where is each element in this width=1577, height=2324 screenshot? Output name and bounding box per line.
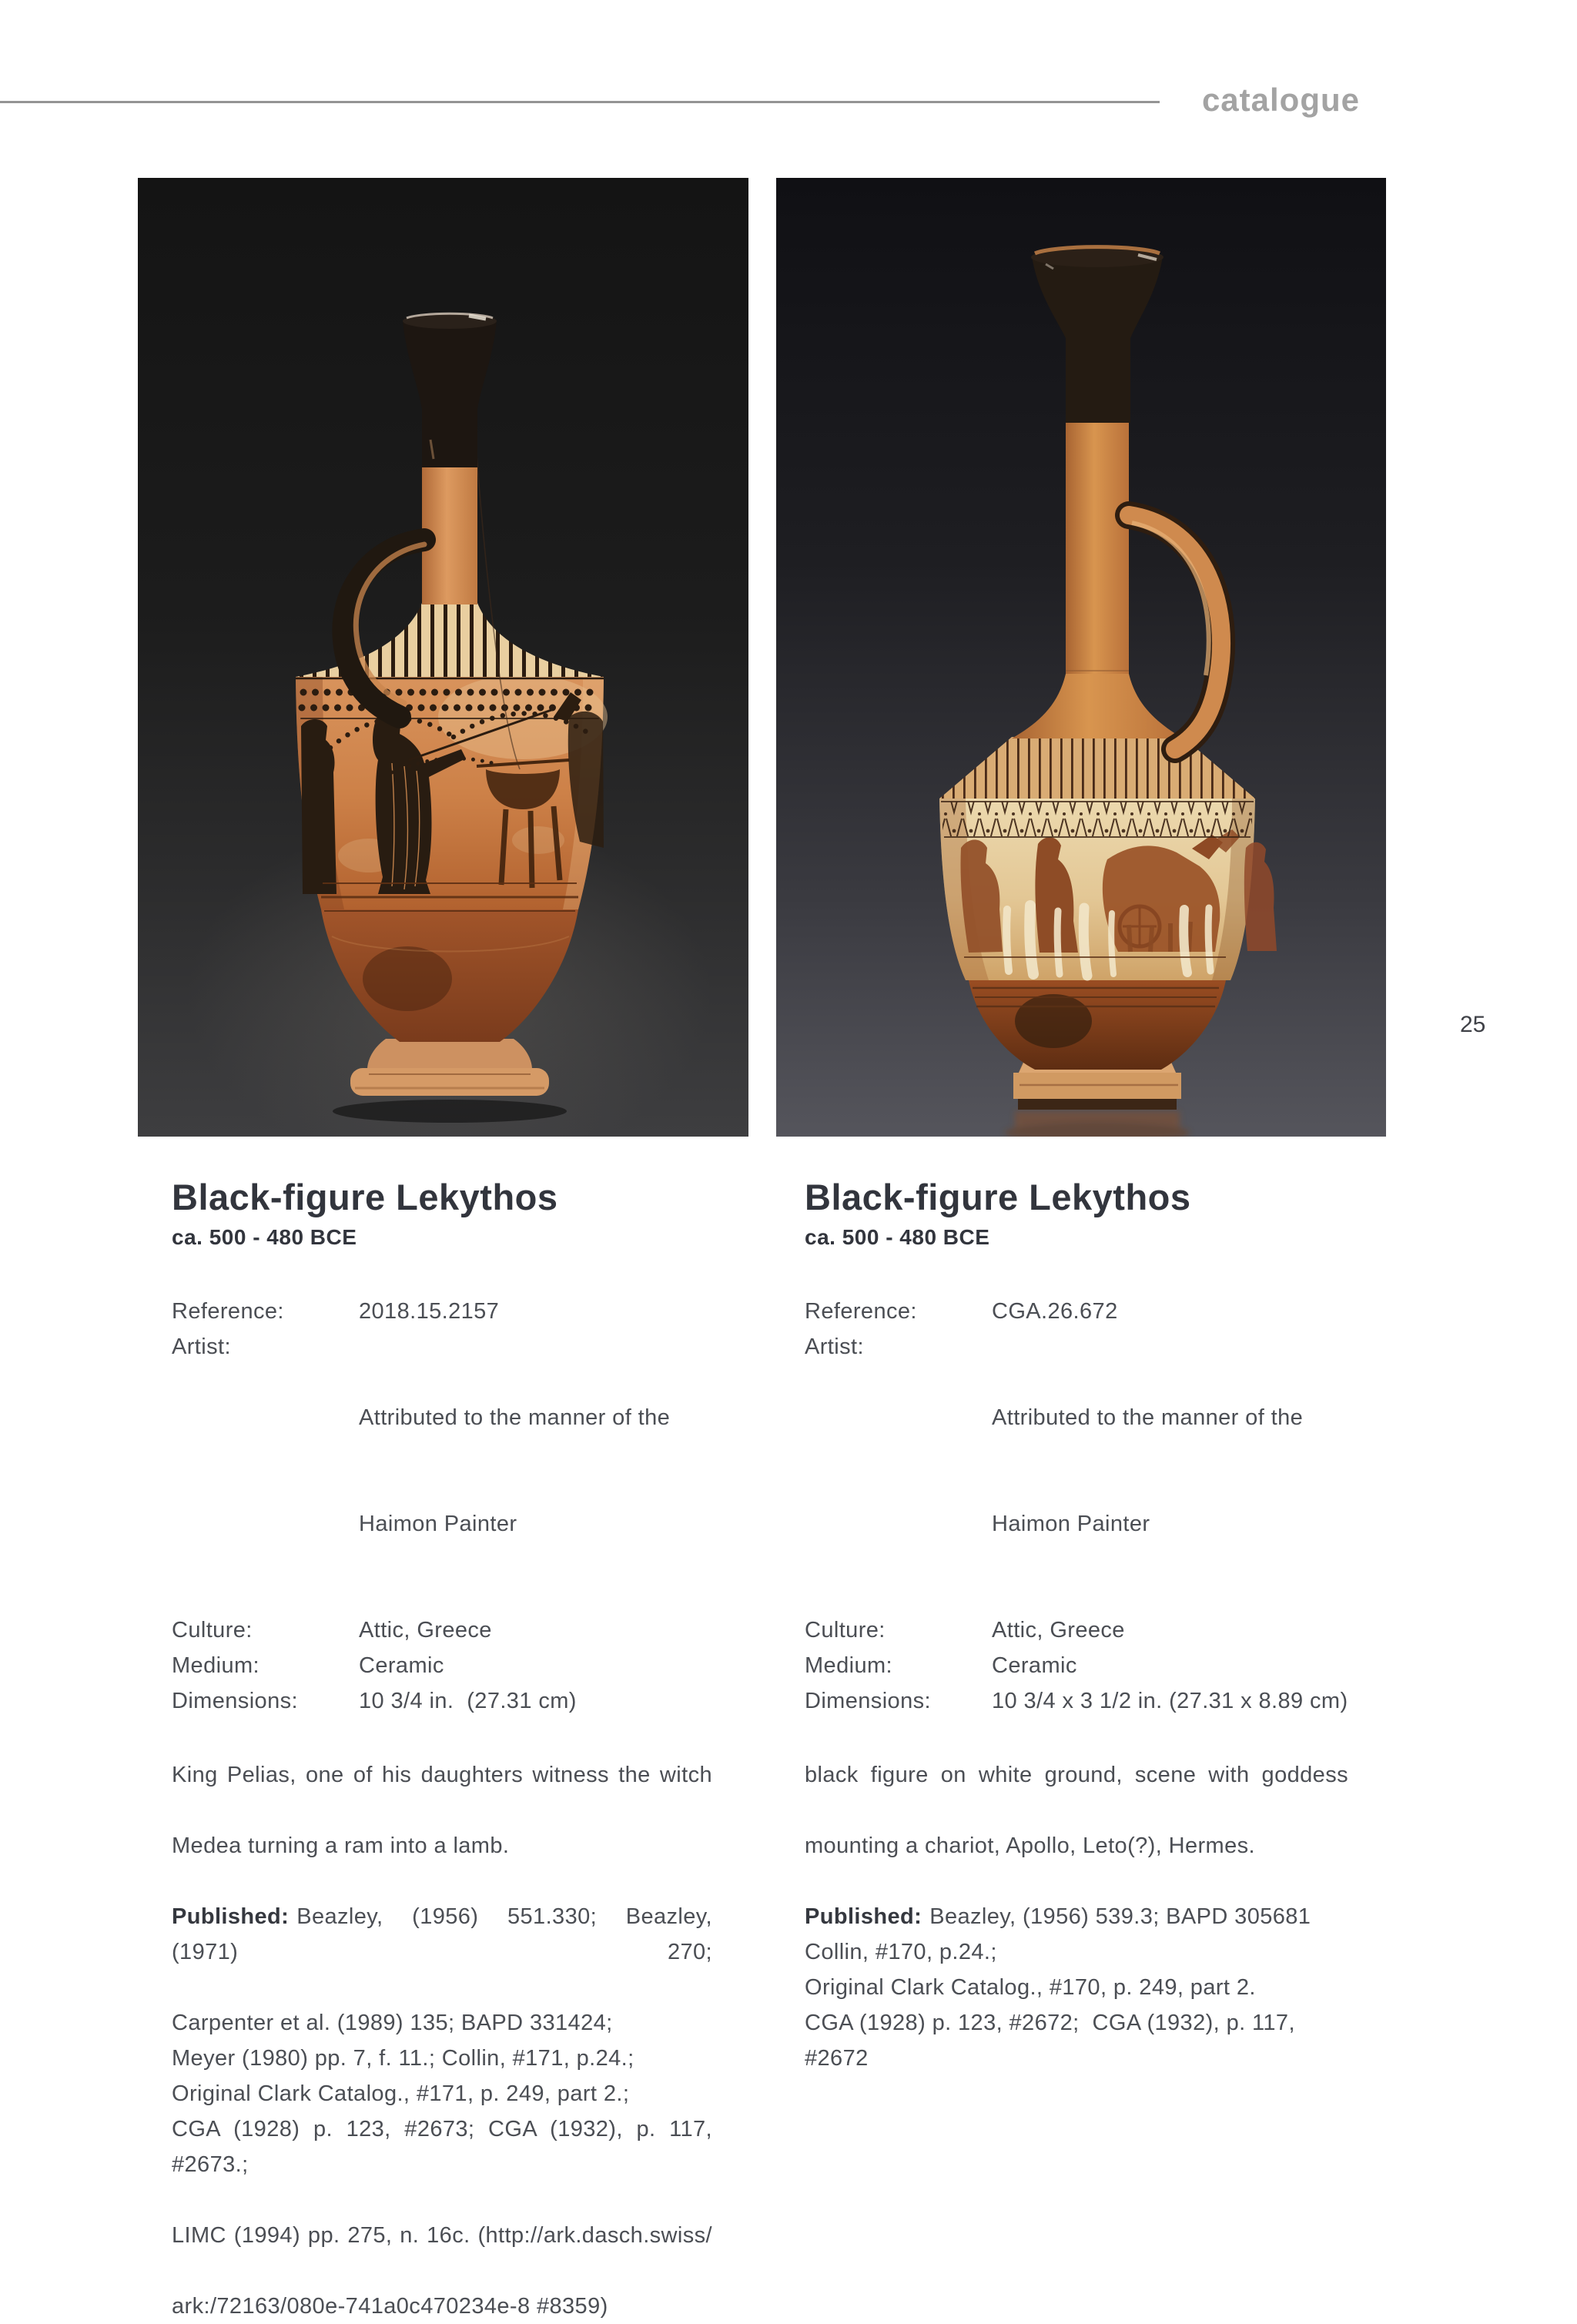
entry-date: ca. 500 - 480 BCE [805,1225,990,1249]
published-line: Collin, #170, p.24.; [805,1940,997,1964]
published-line: Original Clark Catalog., #170, p. 249, part 2. [805,1975,1256,2000]
field-label: Artist: [172,1334,231,1359]
field-value: Ceramic [359,1653,444,1678]
left-vase-illustration [138,178,748,1137]
field-value: 10 3/4 in. (27.31 cm) [359,1689,577,1713]
published-line: CGA (1928) p. 123, #2673; CGA (1932), p. 117, #2673.; [172,2117,712,2177]
field-value: 2018.15.2157 [359,1299,500,1324]
field-value [359,1329,712,1612]
published [805,1899,1348,2076]
artist-line: Haimon Painter [359,1512,517,1536]
field-medium [172,1648,712,1683]
left-vase-photo [138,178,748,1137]
field-label: Dimensions: [805,1689,931,1713]
description [805,1757,1348,1864]
published-text: Beazley, (1956) 551.330; Beazley, (1971) 270; [172,1904,712,1964]
field-label: Reference: [172,1299,284,1324]
entry-title: Black-figure Lekythos [172,1177,558,1217]
description-line: Medea turning a ram into a lamb. [172,1833,510,1858]
field-value: Attic, Greece [359,1618,492,1643]
foot-reflection [1005,1111,1190,1137]
field-label: Medium: [172,1653,259,1678]
entry-date: ca. 500 - 480 BCE [172,1225,357,1249]
right-vase-illustration [776,178,1386,1137]
field-medium [805,1648,1348,1683]
right-vase-photo [776,178,1386,1137]
field-dimensions [172,1683,712,1719]
field-value: Ceramic [992,1653,1077,1678]
field-reference [172,1294,712,1329]
vase-foot [350,1039,549,1096]
field-artist [172,1329,712,1612]
published-line: Meyer (1980) pp. 7, f. 11.; Collin, #171, p.24.; [172,2046,634,2071]
field-label: Culture: [805,1618,886,1643]
zigzag-band [941,802,1254,837]
field-reference [805,1294,1348,1329]
vase-shadow [333,1100,567,1123]
page-number: 25 [1460,1012,1486,1037]
field-culture [172,1612,712,1648]
published-line [805,1899,1348,1934]
field-artist [805,1329,1348,1612]
field-label: Reference: [805,1299,917,1324]
published-label: Published: [172,1904,290,1929]
published-line [172,1899,712,2005]
field-label: Artist: [805,1334,864,1359]
field-value: Attic, Greece [992,1618,1125,1643]
artist-line: Attributed to the manner of the [992,1405,1304,1430]
artist-line: Haimon Painter [992,1512,1150,1536]
description [172,1757,712,1864]
field-culture [805,1612,1348,1648]
metadata-table [805,1294,1348,1719]
field-label: Dimensions: [172,1689,298,1713]
entry-title: Black-figure Lekythos [805,1177,1191,1217]
description-line: black figure on white ground, scene with goddess [805,1763,1348,1787]
header-label: catalogue [1201,82,1360,118]
published-label: Published: [805,1904,922,1929]
published-line: CGA (1928) p. 123, #2672; CGA (1932), p. 117, #2672 [805,2011,1308,2071]
published-line: LIMC (1994) pp. 275, n. 16c. (http://ark.dasch.swiss/ [172,2223,712,2248]
published-text: Beazley, (1956) 539.3; BAPD 305681 [929,1904,1311,1929]
field-value: CGA.26.672 [992,1299,1118,1324]
entry-left [172,1177,712,2324]
entry-right [805,1177,1348,2076]
description-line: mounting a chariot, Apollo, Leto(?), Hermes. [805,1833,1255,1858]
field-value [992,1329,1348,1612]
field-value: 10 3/4 x 3 1/2 in. (27.31 x 8.89 cm) [992,1689,1348,1713]
published-line: Original Clark Catalog., #171, p. 249, part 2.; [172,2081,630,2106]
field-label: Culture: [172,1618,253,1643]
metadata-table [172,1294,712,1719]
field-dimensions [805,1683,1348,1719]
artist-line: Attributed to the manner of the [359,1405,671,1430]
header-rule [0,101,1160,103]
published [172,1899,712,2324]
published-line: ark:/72163/080e-741a0c470234e-8 #8359) [172,2294,608,2319]
description-line: King Pelias, one of his daughters witness the witch [172,1763,712,1787]
published-line: Carpenter et al. (1989) 135; BAPD 331424; [172,2011,613,2035]
field-label: Medium: [805,1653,892,1678]
